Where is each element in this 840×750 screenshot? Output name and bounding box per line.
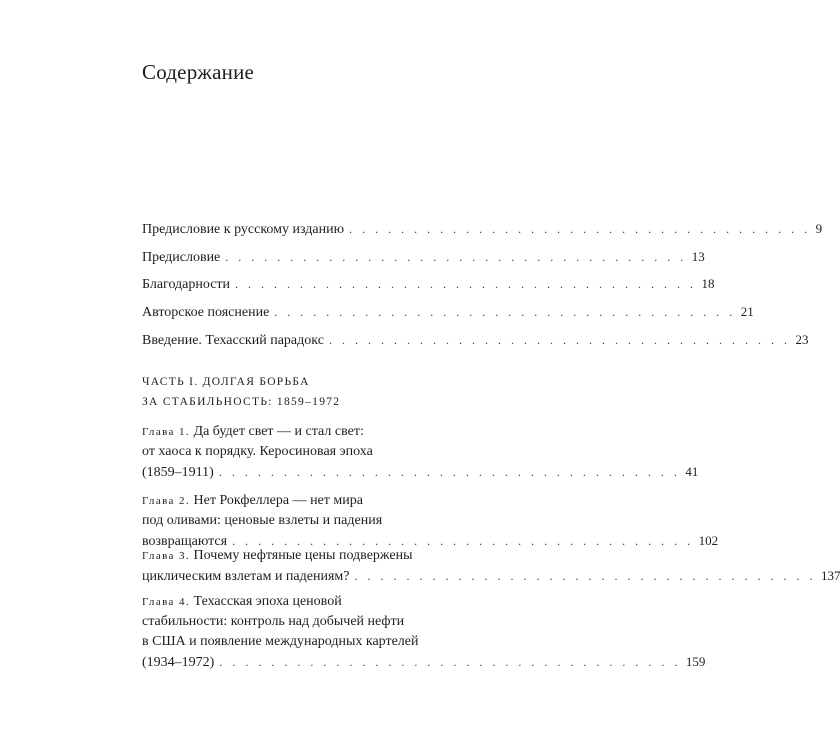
chapter-title-line: стабильности: контроль над добычей нефти	[142, 614, 405, 629]
page-number: 159	[685, 654, 706, 669]
chapter-title-line: под оливами: ценовые взлеты и падения	[142, 513, 383, 528]
page-number: 9	[815, 221, 823, 236]
leader-dots: . . . . . . . . . . . . . . . . . . . . . . . . . . . . . . . . . . . .	[219, 655, 681, 669]
chapter-title-line: Почему нефтяные цены подвержены	[193, 548, 413, 563]
page-number: 23	[795, 332, 809, 347]
leader-dots: . . . . . . . . . . . . . . . . . . . . . . . . . . . . . . . . . . . .	[354, 569, 816, 583]
toc-chapter	[142, 491, 719, 552]
chapter-title-line: в США и появление международных картелей	[142, 634, 419, 649]
page-title: Содержание	[142, 60, 255, 84]
chapter-title-line: циклическим взлетам и падениям?	[142, 569, 350, 584]
toc-entry	[142, 274, 715, 295]
leader-dots: . . . . . . . . . . . . . . . . . . . . . . . . . . . . . . . . . . . .	[225, 250, 687, 264]
page-number: 21	[740, 304, 754, 319]
chapter-label: Глава 4.	[142, 596, 191, 608]
toc-entry	[142, 247, 705, 268]
toc-entry	[142, 302, 754, 323]
entry-title: Благодарности	[142, 277, 231, 292]
toc-chapter	[142, 546, 840, 587]
chapter-label: Глава 2.	[142, 495, 191, 507]
entry-title: Авторское пояснение	[142, 305, 270, 320]
part-heading-line: ЧАСТЬ I. ДОЛГАЯ БОРЬБА	[142, 376, 310, 388]
toc-chapter	[142, 422, 699, 483]
chapter-title-line: Да будет свет — и стал свет:	[193, 424, 364, 439]
entry-title: Введение. Техасский парадокс	[142, 333, 324, 348]
leader-dots: . . . . . . . . . . . . . . . . . . . . . . . . . . . . . . . . . . . .	[218, 465, 681, 479]
chapter-title-line: (1934–1972)	[142, 655, 215, 670]
page-number: 13	[691, 249, 705, 264]
leader-dots: . . . . . . . . . . . . . . . . . . . . . . . . . . . . . . . . . . . .	[274, 305, 736, 319]
page-number: 137	[820, 568, 840, 583]
leader-dots: . . . . . . . . . . . . . . . . . . . . . . . . . . . . . . . . . . . .	[328, 333, 791, 347]
entry-title: Предисловие к русскому изданию	[142, 222, 345, 237]
chapter-title-line: от хаоса к порядку. Керосиновая эпоха	[142, 444, 373, 459]
toc-entry	[142, 219, 823, 240]
chapter-title-line: Нет Рокфеллера — нет мира	[193, 493, 363, 508]
entry-title: Предисловие	[142, 250, 221, 265]
page-number: 18	[701, 276, 715, 291]
leader-dots: . . . . . . . . . . . . . . . . . . . . . . . . . . . . . . . . . . . .	[232, 534, 694, 548]
toc-entry	[142, 330, 809, 351]
part-heading	[142, 372, 438, 412]
chapter-title-line: возвращаются	[142, 534, 228, 549]
toc-chapter	[142, 592, 706, 673]
part-heading-line: ЗА СТАБИЛЬНОСТЬ: 1859–1972	[142, 396, 341, 408]
chapter-title-line: (1859–1911)	[142, 465, 214, 480]
page-number: 41	[685, 464, 699, 479]
chapter-label: Глава 1.	[142, 426, 191, 438]
chapter-title-line: Техасская эпоха ценовой	[193, 594, 342, 609]
page-number: 102	[698, 533, 719, 548]
chapter-label: Глава 3.	[142, 550, 191, 562]
leader-dots: . . . . . . . . . . . . . . . . . . . . . . . . . . . . . . . . . . . .	[349, 222, 811, 236]
leader-dots: . . . . . . . . . . . . . . . . . . . . . . . . . . . . . . . . . . . .	[235, 277, 697, 291]
